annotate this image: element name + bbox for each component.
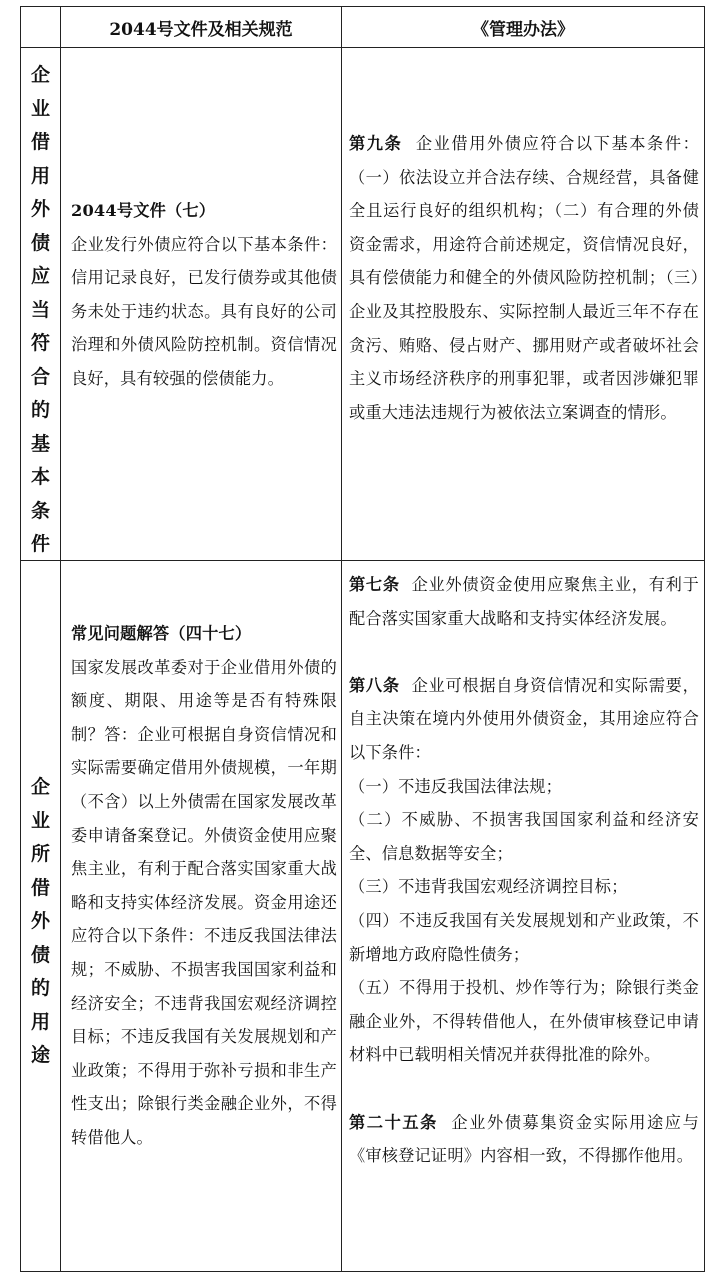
row1-left-title: 2044号文件（七） <box>71 201 216 220</box>
row-divider-2 <box>21 560 704 561</box>
article8-item-5: （五）不得用于投机、炒作等行为；除银行类金融企业外，不得转借他人，在外债审核登记申请材料中已载明相关情况并获得批准的除外。 <box>349 978 699 1065</box>
header-col1: 2044号文件及相关规范 <box>109 19 293 40</box>
article8-item-3: （三）不违背我国宏观经济调控目标； <box>349 877 628 897</box>
article25-text: 企业外债募集资金实际用途应与《审核登记证明》内容相一致，不得挪作他用。 <box>349 1112 699 1166</box>
row2-left-cell <box>71 617 337 1155</box>
article8-item-4: （四）不违反我国有关发展规划和产业政策，不新增地方政府隐性债务； <box>349 910 699 964</box>
row-divider-1 <box>21 47 704 48</box>
article25-title: 第二十五条 <box>349 1112 438 1132</box>
row1-label-text: 企 业 借 用 外 债 应 当 符 合 的 基 本 条 件 <box>30 64 50 555</box>
article8-item-1: （一）不违反我国法律法规； <box>349 776 563 796</box>
row2-label <box>21 771 60 1091</box>
row1-left-text: 企业发行外债应符合以下基本条件：信用记录良好，已发行债券或其他债务未处于违约状态。具有良好的公司治理和外债风险防控机制。资信情况良好，具有较强的偿债能力。 <box>71 234 337 388</box>
row1-right-cell <box>349 127 699 429</box>
header-col2: 《管理办法》 <box>472 19 574 40</box>
article7-text: 企业外债资金使用应聚焦主业，有利于配合落实国家重大战略和支持实体经济发展。 <box>349 575 699 628</box>
row2-left-text: 国家发展改革委对于企业借用外债的额度、期限、用途等是否有特殊限制？答：企业可根据自身资信情况和实际需要确定借用外债规模，一年期（不含）以上外债需在国家发展改革委申请备案登记。外债资金使用应聚焦主业，有利于配合落实国家重大战略和支持实体经济发展。资金用途还应符合以下条件：不违反我国法律法规；不威胁、不损害我国国家利益和经济安全；不违背我国宏观经济调控目标；不违反我国有关发展规划和产业政策；不得用于弥补亏损和非生产性支出；除银行类金融企业外，不得转借他人。 <box>71 657 337 1147</box>
header-empty-cell <box>21 7 60 47</box>
article8-text: 企业可根据自身资信情况和实际需要，自主决策在境内外使用外债资金，其用途应符合以下条件： <box>349 675 699 762</box>
comparison-table <box>20 6 705 1272</box>
article7-title: 第七条 <box>349 575 400 594</box>
column-divider-2 <box>341 7 342 1271</box>
article9-title: 第九条 <box>349 134 403 153</box>
article8-item-2: （二）不威胁、不损害我国国家利益和经济安全、信息数据等安全； <box>349 810 699 863</box>
row2-left-title: 常见问题解答（四十七） <box>71 624 252 643</box>
row1-left-cell <box>71 194 337 396</box>
column-divider-1 <box>60 7 61 1271</box>
row2-right-cell <box>349 568 699 1173</box>
row1-label <box>21 59 60 559</box>
article8-title: 第八条 <box>349 675 400 695</box>
row2-label-text: 企 业 所 借 外 债 的 用 途 <box>30 776 50 1066</box>
article9-text: 企业借用外债应符合以下基本条件：（一）依法设立并合法存续、合规经营，具备健全且运行良好的组织机构；（二）有合理的外债资金需求，用途符合前述规定，资信情况良好，具有偿债能力和健全的外债风险防控机制；（三）企业及其控股股东、实际控制人最近三年不存在贪污、贿赂、侵占财产、挪用财产或者破坏社会主义市场经济秩序的刑事犯罪，或者因涉嫌犯罪或重大违法违规行为被依法立案调查的情形。 <box>349 134 699 422</box>
